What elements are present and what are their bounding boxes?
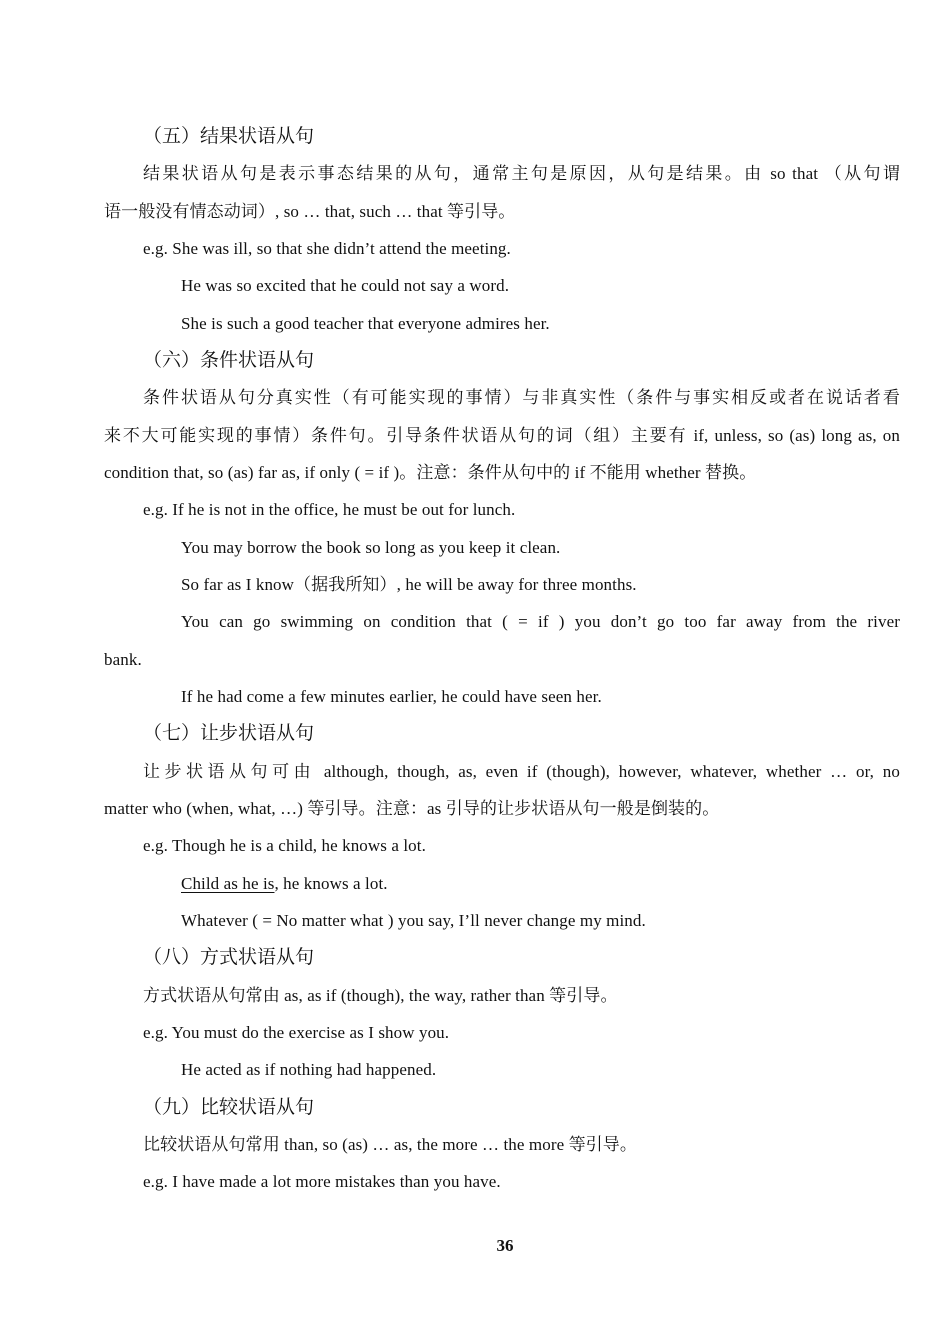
paragraph-line: 方式状语从句常由 as, as if (though), the way, rather than 等引导。 <box>143 986 618 1005</box>
example-sentence: She is such a good teacher that everyone admires her. <box>181 314 550 333</box>
example-sentence: e.g. Though he is a child, he knows a lot. <box>143 836 426 855</box>
section-heading-result-clause: （五）结果状语从句 <box>143 125 315 147</box>
example-sentence: e.g. You must do the exercise as I show you. <box>143 1023 450 1042</box>
section-heading-comparison-clause: （九）比较状语从句 <box>143 1096 315 1118</box>
example-sentence: So far as I know（据我所知）, he will be away for three months. <box>181 575 637 594</box>
example-sentence: You can go swimming on condition that ( = if ) you don’t go too far away from the river <box>181 612 900 631</box>
example-sentence-rest: , he knows a lot. <box>274 874 388 893</box>
example-sentence: e.g. She was ill, so that she didn’t attend the meeting. <box>143 239 511 258</box>
paragraph-line: matter who (when, what, …) 等引导。注意：as 引导的让步状语从句一般是倒装的。 <box>104 799 720 818</box>
paragraph-line: 条件状语从句分真实性（有可能实现的事情）与非真实性（条件与事实相反或者在说话者看 <box>143 388 900 407</box>
paragraph-line: 让步状语从句可由 although, though, as, even if (though), however, whatever, whether … or, no <box>143 762 900 781</box>
page-number: 36 <box>496 1236 514 1255</box>
example-sentence-continuation: bank. <box>104 650 142 669</box>
example-sentence: You may borrow the book so long as you keep it clean. <box>181 538 561 557</box>
underlined-inversion-phrase: Child as he is <box>181 874 275 893</box>
paragraph-line: 来不大可能实现的事情）条件句。引导条件状语从句的词（组）主要有 if, unless, so (as) long as, on <box>104 426 900 445</box>
example-sentence: He was so excited that he could not say a word. <box>181 276 510 295</box>
example-sentence: e.g. If he is not in the office, he must be out for lunch. <box>143 500 516 519</box>
paragraph-line: 语一般没有情态动词）, so … that, such … that 等引导。 <box>104 202 516 221</box>
section-heading-condition-clause: （六）条件状语从句 <box>143 349 315 371</box>
example-sentence <box>181 873 388 895</box>
paragraph-line: 比较状语从句常用 than, so (as) … as, the more … the more 等引导。 <box>143 1135 637 1154</box>
example-sentence: He acted as if nothing had happened. <box>181 1060 437 1079</box>
example-sentence: If he had come a few minutes earlier, he could have seen her. <box>181 687 602 706</box>
section-heading-concession-clause: （七）让步状语从句 <box>143 722 315 744</box>
example-sentence: e.g. I have made a lot more mistakes than you have. <box>143 1172 501 1191</box>
example-sentence: Whatever ( = No matter what ) you say, I’ll never change my mind. <box>181 911 646 930</box>
paragraph-line: condition that, so (as) far as, if only ( = if )。注意：条件从句中的 if 不能用 whether 替换。 <box>104 463 757 482</box>
section-heading-manner-clause: （八）方式状语从句 <box>143 946 315 968</box>
paragraph-line: 结果状语从句是表示事态结果的从句，通常主句是原因，从句是结果。由 so that （从句谓 <box>143 164 900 183</box>
